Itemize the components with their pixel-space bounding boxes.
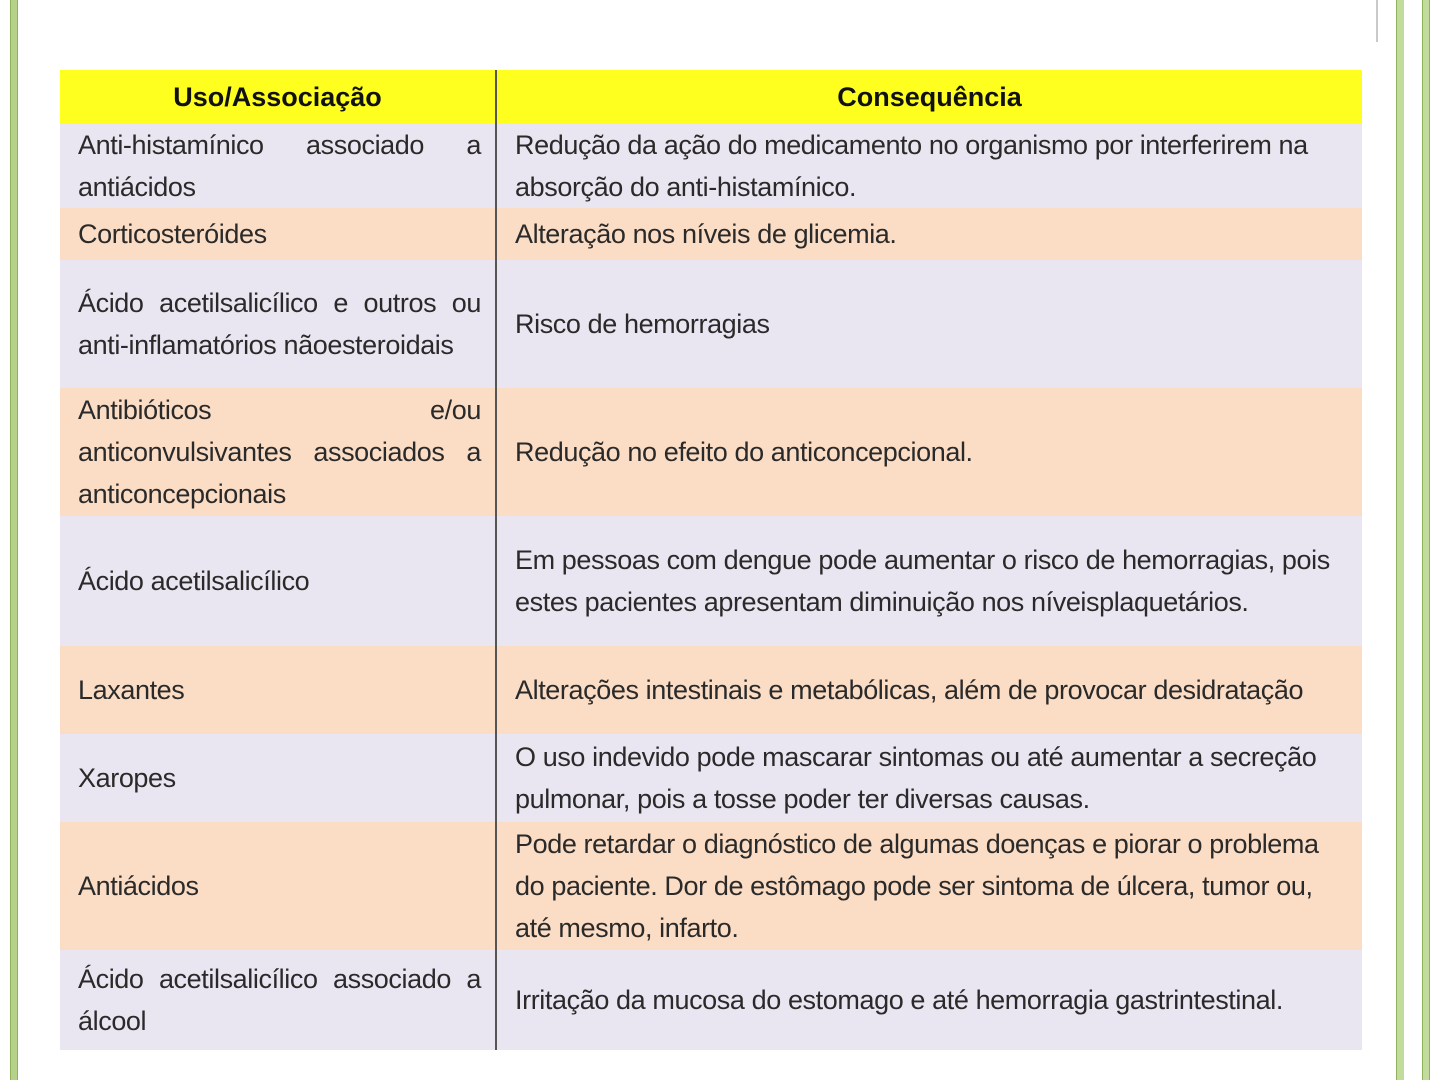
left-decorative-rule	[10, 0, 18, 1080]
cell-consequencia: Irritação da mucosa do estomago e até hemorragia gastrintestinal.	[496, 950, 1362, 1050]
table-row	[60, 950, 1362, 1050]
table-row	[60, 516, 1362, 646]
right-decorative-rule-inner	[1396, 0, 1404, 1080]
right-thin-rule	[1376, 0, 1378, 42]
right-decorative-rule-outer	[1422, 0, 1430, 1080]
cell-consequencia: Alteração nos níveis de glicemia.	[496, 208, 1362, 260]
cell-consequencia: Redução da ação do medicamento no organismo por interferirem na absorção do anti-histamínico.	[496, 124, 1362, 208]
header-uso: Uso/Associação	[60, 70, 496, 124]
cell-consequencia: Risco de hemorragias	[496, 260, 1362, 388]
cell-uso: Ácido acetilsalicílico e outros ou anti-inflamatórios nãoesteroidais	[60, 260, 496, 388]
cell-uso: Anti-histamínico associado a antiácidos	[60, 124, 496, 208]
table-header-row	[60, 70, 1362, 124]
table-row	[60, 124, 1362, 208]
table-row	[60, 734, 1362, 822]
cell-uso: Xaropes	[60, 734, 496, 822]
cell-consequencia: Alterações intestinais e metabólicas, além de provocar desidratação	[496, 646, 1362, 734]
cell-uso: Corticosteróides	[60, 208, 496, 260]
cell-consequencia: Pode retardar o diagnóstico de algumas doenças e piorar o problema do paciente. Dor de estômago pode ser sintoma de úlcera, tumor ou, até mesmo, infarto.	[496, 822, 1362, 950]
cell-consequencia: Em pessoas com dengue pode aumentar o risco de hemorragias, pois estes pacientes apresentam diminuição nos níveisplaquetários.	[496, 516, 1362, 646]
medication-table	[60, 70, 1362, 1050]
cell-consequencia: O uso indevido pode mascarar sintomas ou até aumentar a secreção pulmonar, pois a tosse poder ter diversas causas.	[496, 734, 1362, 822]
table-row	[60, 260, 1362, 388]
interaction-table	[60, 70, 1362, 1050]
table-row	[60, 388, 1362, 516]
header-consequencia: Consequência	[496, 70, 1362, 124]
cell-uso: Antiácidos	[60, 822, 496, 950]
cell-uso: Antibióticos e/ou anticonvulsivantes associados a anticoncepcionais	[60, 388, 496, 516]
cell-uso: Laxantes	[60, 646, 496, 734]
cell-uso: Ácido acetilsalicílico associado a álcool	[60, 950, 496, 1050]
cell-consequencia: Redução no efeito do anticoncepcional.	[496, 388, 1362, 516]
cell-uso: Ácido acetilsalicílico	[60, 516, 496, 646]
table-row	[60, 822, 1362, 950]
table-row	[60, 208, 1362, 260]
table-row	[60, 646, 1362, 734]
